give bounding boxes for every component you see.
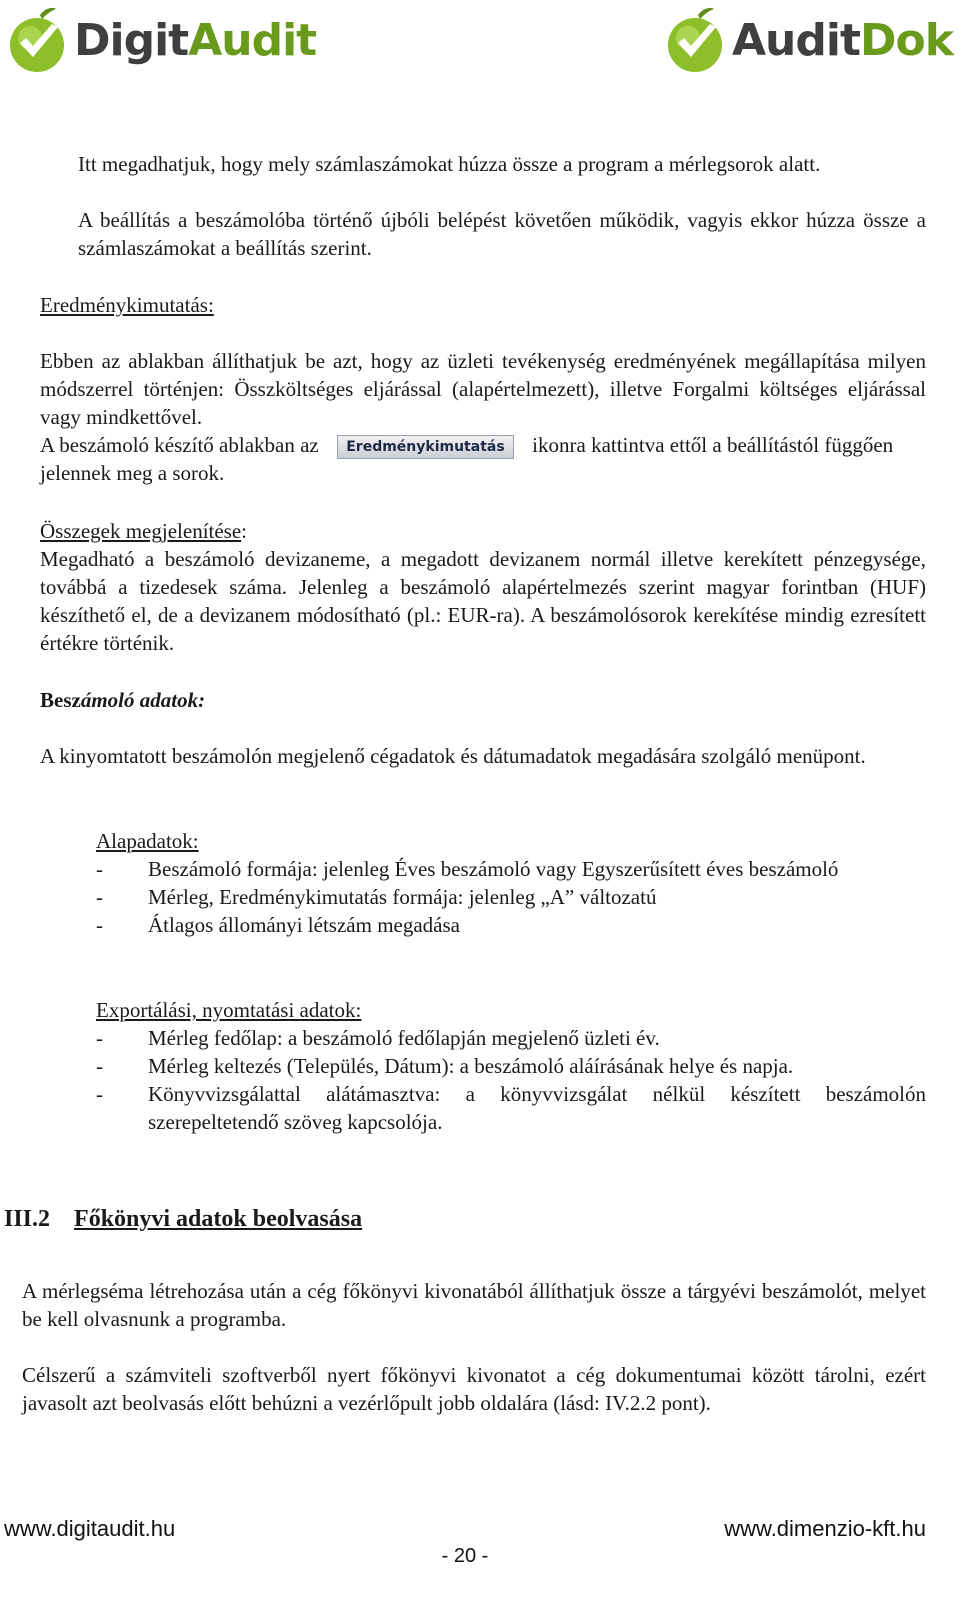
list-item: - Mérleg fedőlap: a beszámoló fedőlapján megjelenő üzleti év. <box>96 1026 660 1050</box>
logo-wordmark: DigitAudit <box>74 14 317 66</box>
osszegek-paragraph: Megadható a beszámoló devizaneme, a megadott devizanem normál illetve kerekített pénzegysége, továbbá a tizedesek száma. Jelenleg a beszámoló alapértelmezés szerint magyar forintban (HUF) készíthető el, de a devizanem módosítható (pl.: EUR-ra). A beszámolósorok kerekítése mindig ezresített értékre történik. <box>40 547 926 655</box>
beszamolo-adatok-paragraph: A kinyomtatott beszámolón megjelenő cégadatok és dátumadatok megadására szolgáló menüpont. <box>40 744 866 768</box>
eredmenykimutatas-button-image: Eredménykimutatás <box>337 435 513 459</box>
alapadatok-list <box>96 855 926 939</box>
eredmenykimutatas-paragraph: Ebben az ablakban állíthatjuk be azt, hogy az üzleti tevékenység eredményének megállapítása milyen módszerrel történjen: Összköltséges eljárással (alapértelmezett), illetve Forgalmi költséges eljárással vagy mindkettővel. <box>40 349 926 429</box>
auditdok-logo <box>664 4 953 76</box>
section-title: Főkönyvi adatok beolvasása <box>74 1206 363 1232</box>
footer-left-link[interactable]: www.digitaudit.hu <box>4 1516 176 1541</box>
osszegek-heading: Összegek megjelenítése: <box>40 519 248 543</box>
eredmenykimutatas-heading: Eredménykimutatás: <box>40 293 214 317</box>
alapadatok-heading: Alapadatok: <box>96 829 199 853</box>
section-heading <box>4 1206 362 1233</box>
section-paragraph-1: A mérlegséma létrehozása után a cég főkönyvi kivonatából állíthatjuk össze a tárgyévi beszámolót, melyet be kell olvasnunk a programba. <box>22 1279 926 1331</box>
list-item: - Mérleg keltezés (Település, Dátum): a beszámoló aláírásának helye és napja. <box>96 1054 794 1078</box>
export-heading: Exportálási, nyomtatási adatok: <box>96 998 362 1022</box>
apple-check-icon <box>6 5 70 75</box>
list-item: - Könyvvizsgálattal alátámasztva: a könyvvizsgálat nélkül készített beszámolón szerepeltetendő szöveg kapcsolója. <box>96 1082 926 1134</box>
page-number: - 20 - <box>441 1545 489 1567</box>
apple-check-icon <box>664 5 728 75</box>
export-list <box>96 1024 926 1136</box>
footer-right-link[interactable]: www.dimenzio-kft.hu <box>724 1516 926 1541</box>
section-paragraph-2: Célszerű a számviteli szoftverből nyert főkönyvi kivonatot a cég dokumentumai között tárolni, ezért javasolt azt beolvasás előtt behúzni a vezérlőpult jobb oldalára (lásd: IV.2.2 pont). <box>22 1363 926 1415</box>
list-item: - Beszámoló formája: jelenleg Éves beszámoló vagy Egyszerűsített éves beszámoló <box>96 857 839 881</box>
list-item: - Mérleg, Eredménykimutatás formája: jelenleg „A” változatú <box>96 885 657 909</box>
eredmenykimutatas-icon-paragraph: A beszámoló készítő ablakban az Eredménykimutatás ikonra kattintva ettől a beállítástól függően jelennek meg a sorok. <box>40 433 894 486</box>
list-item: - Átlagos állományi létszám megadása <box>96 913 460 937</box>
intro-paragraph-2: A beállítás a beszámolóba történő újbóli belépést követően működik, vagyis ekkor húzza össze a számlaszámokat a beállítás szerint. <box>78 208 926 260</box>
digitaudit-logo <box>6 4 316 76</box>
intro-paragraph-1: Itt megadhatjuk, hogy mely számlaszámokat húzza össze a program a mérlegsorok alatt. <box>78 152 821 176</box>
logo-wordmark: AuditDok <box>732 14 954 66</box>
beszamolo-adatok-heading: Beszámoló adatok: <box>40 688 206 712</box>
section-number: III.2 <box>4 1206 51 1232</box>
